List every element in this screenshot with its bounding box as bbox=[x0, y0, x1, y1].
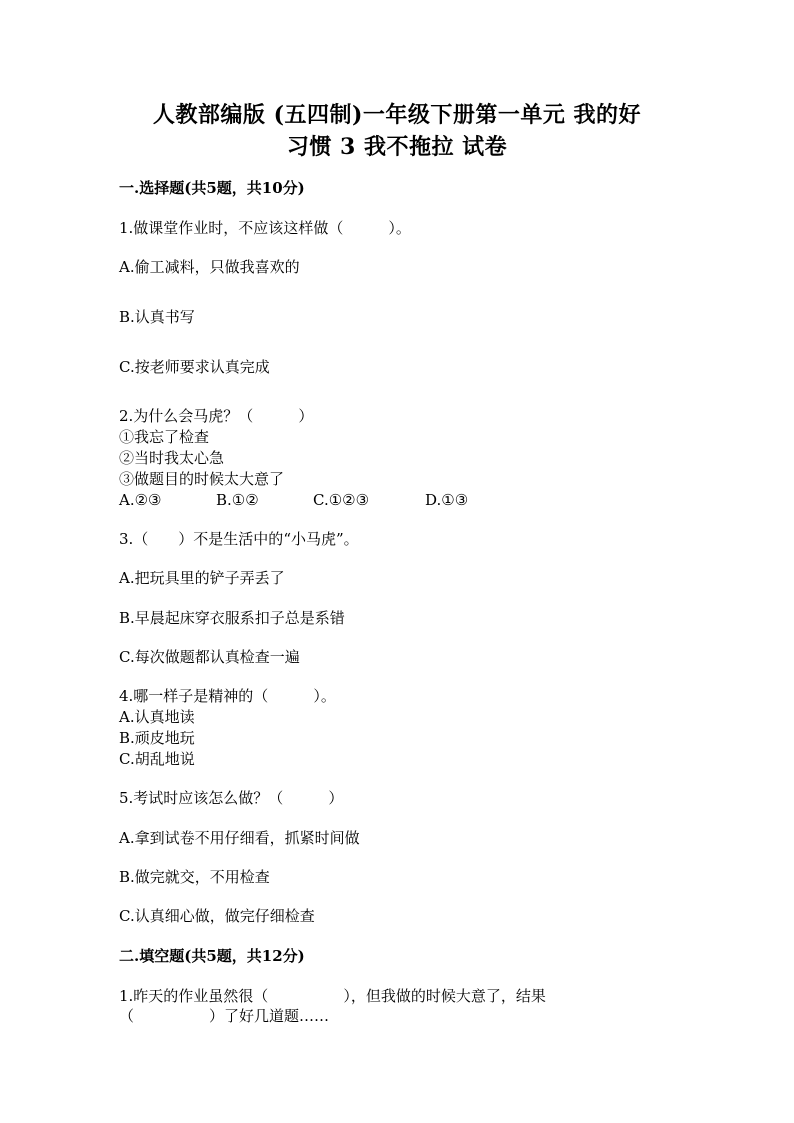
section-heading-choice: 一.选择题(共5题，共10分) bbox=[119, 179, 305, 197]
page-title-line-2: 习惯 3 我不拖拉 试卷 bbox=[286, 134, 508, 160]
fill-question-1-line-2: （ ）了好几道题…… bbox=[119, 1007, 330, 1025]
question-3-option-a: A.把玩具里的铲子弄丢了 bbox=[119, 569, 285, 587]
question-2-item-2: ②当时我太心急 bbox=[119, 449, 225, 467]
fill-question-1-line-1: 1.昨天的作业虽然很（ ），但我做的时候大意了，结果 bbox=[119, 987, 546, 1005]
question-1-option-c: C.按老师要求认真完成 bbox=[119, 358, 270, 376]
question-4-option-c: C.胡乱地说 bbox=[119, 750, 195, 768]
question-5-stem: 5.考试时应该怎么做？（ ） bbox=[119, 789, 344, 807]
question-3-option-c: C.每次做题都认真检查一遍 bbox=[119, 648, 300, 666]
question-1-option-b: B.认真书写 bbox=[119, 308, 195, 326]
question-2-option-b: B.①② bbox=[216, 491, 259, 509]
page-title-line-1: 人教部编版 (五四制)一年级下册第一单元 我的好 bbox=[152, 102, 642, 128]
question-3-stem: 3.（ ）不是生活中的“小马虎”。 bbox=[119, 530, 359, 548]
question-2-option-a: A.②③ bbox=[119, 491, 162, 509]
question-5-option-b: B.做完就交，不用检查 bbox=[119, 868, 270, 886]
question-2-stem: 2.为什么会马虎？（ ） bbox=[119, 407, 314, 425]
question-5-option-a: A.拿到试卷不用仔细看，抓紧时间做 bbox=[119, 829, 360, 847]
question-4-option-a: A.认真地读 bbox=[119, 708, 195, 726]
question-2-option-c: C.①②③ bbox=[313, 491, 370, 509]
question-5-option-c: C.认真细心做，做完仔细检查 bbox=[119, 907, 315, 925]
question-2-option-d: D.①③ bbox=[425, 491, 469, 509]
question-2-item-3: ③做题目的时候太大意了 bbox=[119, 470, 285, 488]
question-1-stem: 1.做课堂作业时，不应该这样做（ ）。 bbox=[119, 219, 411, 237]
question-2-item-1: ①我忘了检查 bbox=[119, 428, 210, 446]
section-heading-fill-blank: 二.填空题(共5题，共12分) bbox=[119, 947, 305, 965]
question-4-option-b: B.顽皮地玩 bbox=[119, 729, 195, 747]
question-4-stem: 4.哪一样子是精神的（ ）。 bbox=[119, 687, 336, 705]
question-3-option-b: B.早晨起床穿衣服系扣子总是系错 bbox=[119, 609, 345, 627]
question-1-option-a: A.偷工减料，只做我喜欢的 bbox=[119, 258, 300, 276]
question-2-options bbox=[119, 490, 468, 510]
